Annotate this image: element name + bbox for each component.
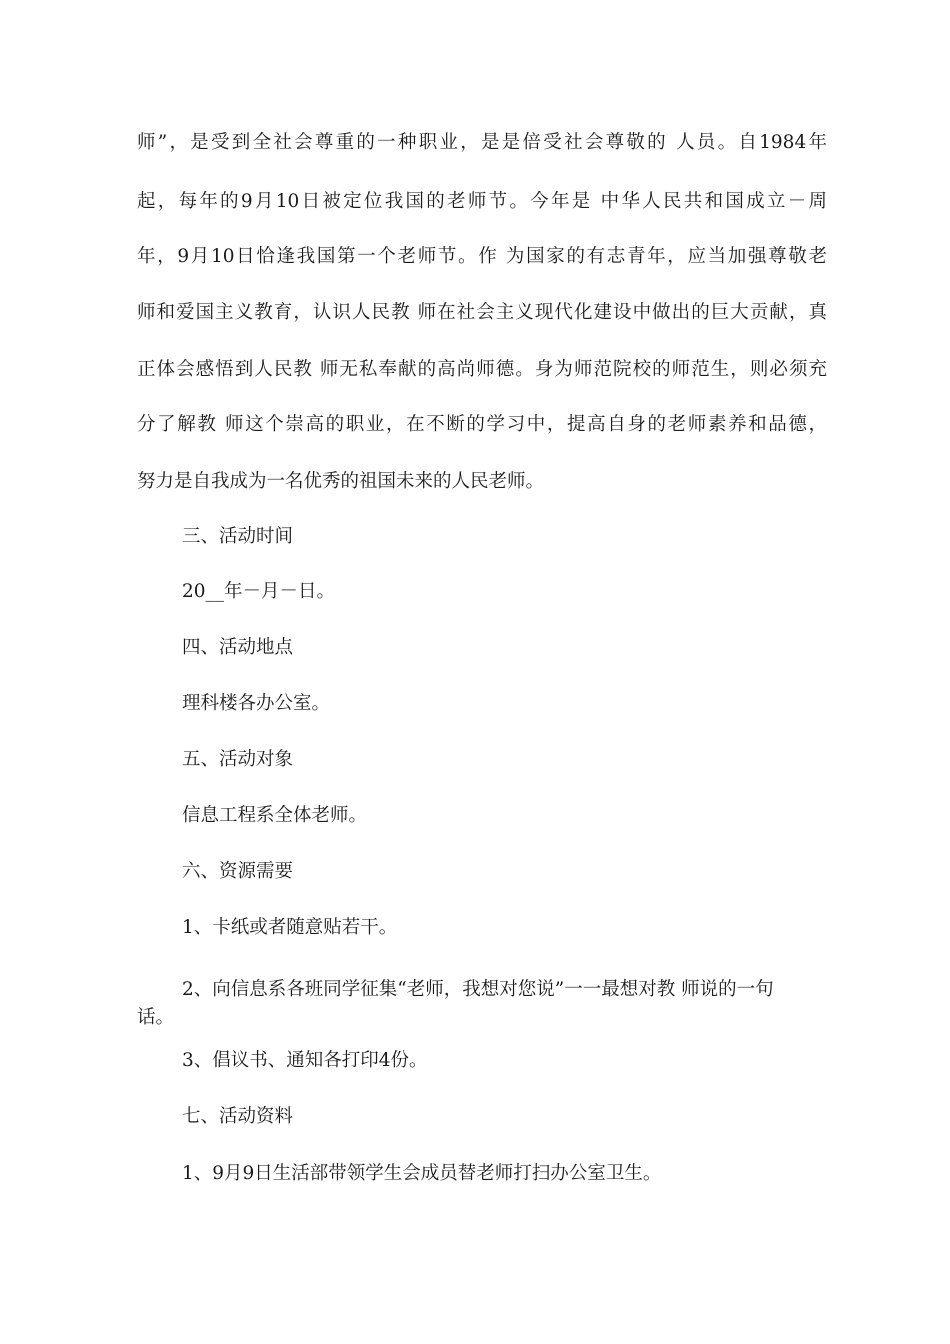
section-heading-place: 四、活动地点 xyxy=(182,637,294,658)
resource-item-3: 3、倡议书、通知各打印4份。 xyxy=(182,1050,428,1071)
intro-line-2: 起，每年的9月10日被定位我国的老师节。今年是 中华人民共和国成立－周 xyxy=(137,191,827,212)
intro-line-5: 正体会感悟到人民教 师无私奉献的高尚师德。身为师范院校的师范生，则必须充 xyxy=(137,359,827,380)
target-value: 信息工程系全体老师。 xyxy=(182,805,368,826)
time-value: 20__年－月－日。 xyxy=(182,581,336,602)
resource-item-1: 1、卡纸或者随意贴若干。 xyxy=(182,917,398,938)
resource-item-2 xyxy=(137,975,827,1029)
resource-item-2-line-2: 话。 xyxy=(137,1007,175,1028)
intro-line-1: 师”，是受到全社会尊重的一种职业，是是倍受社会尊敬的 人员。自1984年 xyxy=(137,132,827,153)
section-heading-time: 三、活动时间 xyxy=(182,526,294,547)
intro-line-3: 年，9月10日恰逢我国第一个老师节。作 为国家的有志青年，应当加强尊敬老 xyxy=(137,246,827,267)
section-heading-resources: 六、资源需要 xyxy=(182,861,294,882)
section-heading-content: 七、活动资料 xyxy=(182,1106,294,1127)
resource-item-2-line-1: 2、向信息系各班同学征集“老师，我想对您说”一一最想对教 师说的一句 xyxy=(182,979,774,1000)
content-item-1: 1、9月9日生活部带领学生会成员替老师打扫办公室卫生。 xyxy=(182,1163,662,1184)
intro-line-6: 分了解教 师这个崇高的职业，在不断的学习中，提高自身的老师素养和品德， xyxy=(137,414,827,435)
section-heading-target: 五、活动对象 xyxy=(182,749,294,770)
intro-line-4: 师和爱国主义教育，认识人民教 师在社会主义现代化建设中做出的巨大贡献，真 xyxy=(137,302,827,323)
place-value: 理科楼各办公室。 xyxy=(182,693,331,714)
intro-line-7: 努力是自我成为一名优秀的祖国未来的人民老师。 xyxy=(137,471,545,492)
